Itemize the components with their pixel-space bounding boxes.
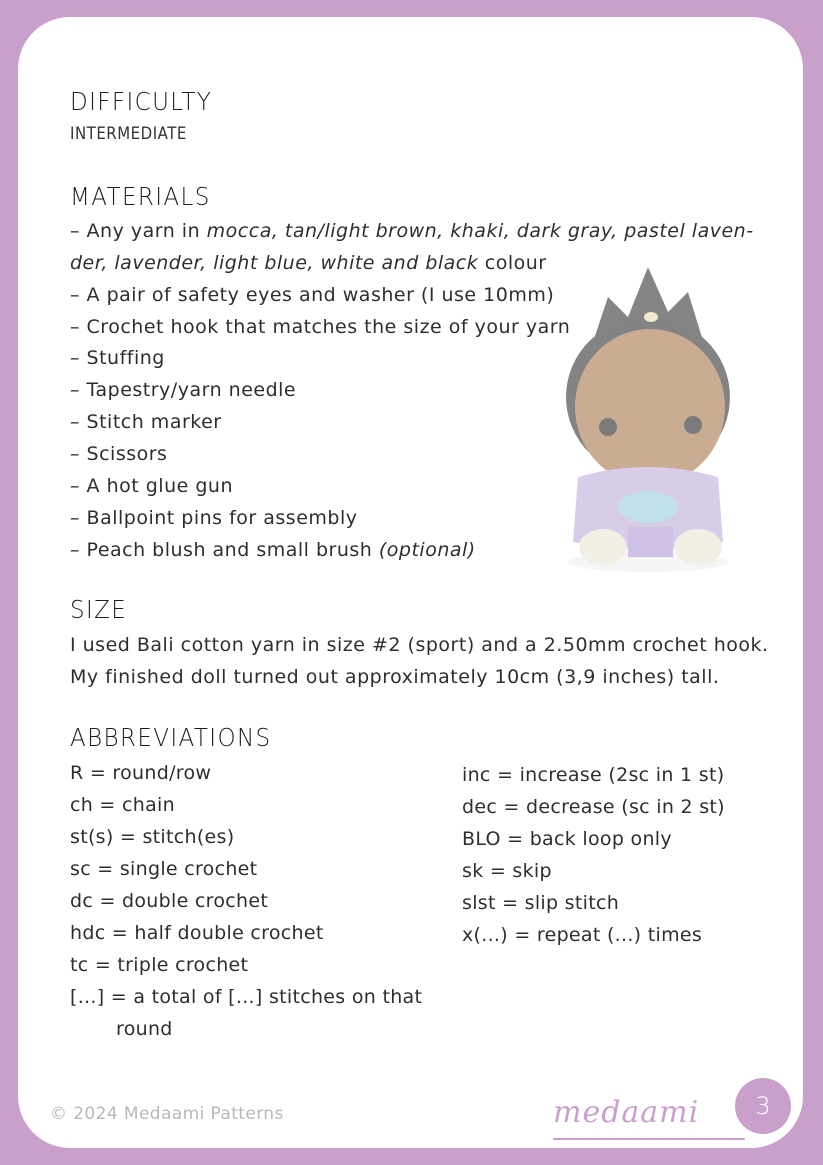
size-heading: SIZE xyxy=(70,595,128,624)
abbreviation-item: tc = triple crochet xyxy=(70,954,249,976)
materials-item: – Stitch marker xyxy=(70,411,222,433)
materials-item: – Tapestry/yarn needle xyxy=(70,379,297,401)
abbreviation-item: inc = increase (2sc in 1 st) xyxy=(462,764,725,786)
page-number-badge xyxy=(735,1078,791,1134)
abbreviation-item: st(s) = stitch(es) xyxy=(70,826,235,848)
abbreviation-item: dc = double crochet xyxy=(70,890,269,912)
materials-item-optional xyxy=(70,539,476,561)
difficulty-heading: DIFFICULTY xyxy=(70,87,213,116)
yarn-colours-cont: der, lavender, light blue, white and black xyxy=(70,252,479,274)
abbreviations-heading: ABBREVIATIONS xyxy=(70,723,272,752)
abbreviation-item: ch = chain xyxy=(70,794,175,816)
materials-item: – A hot glue gun xyxy=(70,475,233,497)
abbreviation-item: hdc = half double crochet xyxy=(70,922,324,944)
copyright-text: © 2024 Medaami Patterns xyxy=(50,1104,284,1124)
abbreviation-item: R = round/row xyxy=(70,762,212,784)
difficulty-value: INTERMEDIATE xyxy=(70,124,187,144)
materials-yarn-line-2 xyxy=(70,252,547,274)
abbreviation-item: sc = single crochet xyxy=(70,858,258,880)
abbreviation-item: x(...) = repeat (...) times xyxy=(462,924,703,946)
page-number: 3 xyxy=(755,1092,771,1120)
medaami-logo: medaami xyxy=(553,1095,700,1130)
materials-item: – Ballpoint pins for assembly xyxy=(70,507,358,529)
materials-item: – A pair of safety eyes and washer (I use 10mm) xyxy=(70,284,555,306)
yarn-suffix: colour xyxy=(478,252,547,274)
materials-yarn-line-1 xyxy=(70,220,754,242)
materials-item: – Crochet hook that matches the size of your yarn xyxy=(70,316,571,338)
abbreviation-item: sk = skip xyxy=(462,860,552,882)
yarn-colours: mocca, tan/light brown, khaki, dark gray, pastel laven- xyxy=(206,220,754,242)
materials-item: – Stuffing xyxy=(70,347,165,369)
materials-heading: MATERIALS xyxy=(70,182,211,211)
size-line: My finished doll turned out approximately 10cm (3,9 inches) tall. xyxy=(70,666,720,688)
blush-label: – Peach blush and small brush xyxy=(70,539,379,561)
optional-note: (optional) xyxy=(378,539,476,561)
abbreviation-item: [...] = a total of [...] stitches on that xyxy=(70,986,423,1008)
logo-underline xyxy=(553,1138,745,1140)
amigurumi-doll-image xyxy=(548,257,748,577)
abbreviation-item: dec = decrease (sc in 2 st) xyxy=(462,796,725,818)
abbreviation-item: BLO = back loop only xyxy=(462,828,672,850)
materials-item: – Scissors xyxy=(70,443,168,465)
size-line: I used Bali cotton yarn in size #2 (sport) and a 2.50mm crochet hook. xyxy=(70,634,769,656)
yarn-prefix: – Any yarn in xyxy=(70,220,207,242)
page-card xyxy=(18,17,803,1148)
abbreviation-item: slst = slip stitch xyxy=(462,892,620,914)
abbreviation-item-cont: round xyxy=(116,1018,173,1040)
